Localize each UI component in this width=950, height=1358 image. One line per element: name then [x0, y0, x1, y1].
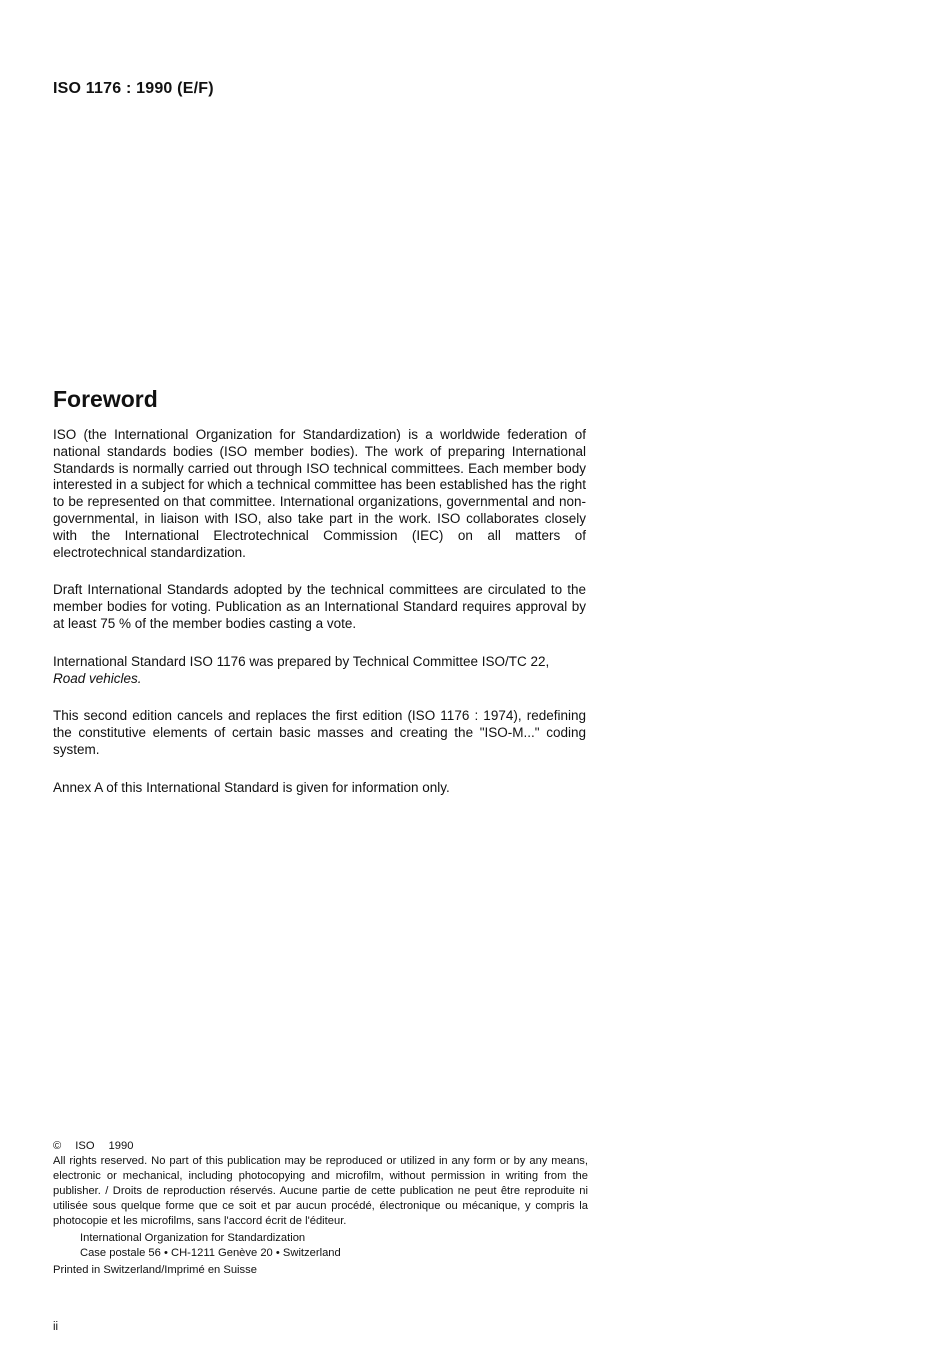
foreword-title: Foreword [53, 386, 158, 412]
foreword-paragraph-3 [53, 654, 586, 688]
foreword-paragraph-3-text: International Standard ISO 1176 was prepared by Technical Committee ISO/TC 22, [53, 653, 550, 669]
copyright-symbol: © [53, 1140, 62, 1152]
copyright-line [53, 1139, 588, 1154]
committee-name: Road vehicles. [53, 670, 142, 686]
foreword-section [53, 384, 586, 818]
foreword-paragraph-5: Annex A of this International Standard is given for information only. [53, 779, 450, 795]
publisher-address [80, 1231, 588, 1261]
document-id: ISO 1176 : 1990 (E/F) [53, 80, 214, 97]
copyright-org: ISO [75, 1140, 95, 1152]
foreword-paragraph-4: This second edition cancels and replaces the first edition (ISO 1176 : 1974), redefining the constitutive elements of certain basic masses and creating the "ISO-M..." coding system. [53, 708, 586, 757]
foreword-paragraph-2: Draft International Standards adopted by the technical committees are circulated to the member bodies for voting. Publication as an International Standard requires approval by at least 75 % of the member bodies casting a vote. [53, 582, 586, 631]
printed-in: Printed in Switzerland/Imprimé en Suisse [53, 1264, 257, 1276]
publisher-name: International Organization for Standardization [80, 1232, 306, 1244]
copyright-year: 1990 [108, 1140, 134, 1152]
rights-notice: All rights reserved. No part of this publication may be reproduced or utilized in any form or by any means, electronic or mechanical, including photocopying and microfilm, without permission in writing from the publisher. / Droits de reproduction réservés. Aucune partie de cette publication ne peut être reproduite ni utilisée sous quelque forme que ce soit et par aucun procédé, électronique ou mécanique, y compris la photocopie et les microfilms, sans l'accord écrit de l'éditeur. [53, 1155, 588, 1227]
copyright-block [53, 1139, 588, 1278]
foreword-paragraph-1: ISO (the International Organization for Standardization) is a worldwide federation of national standards bodies (ISO member bodies). The work of preparing International Standards is normally carried out through ISO technical committees. Each member body interested in a subject for which a technical committee has been established has the right to be represented on that committee. International organizations, governmental and non-governmental, in liaison with ISO, also take part in the work. ISO collaborates closely with the International Electrotechnical Commission (IEC) on all matters of electrotechnical standardization. [53, 427, 586, 560]
publisher-postal-address: Case postale 56 • CH-1211 Genève 20 • Switzerland [80, 1247, 341, 1259]
page-number: ii [53, 1321, 59, 1333]
